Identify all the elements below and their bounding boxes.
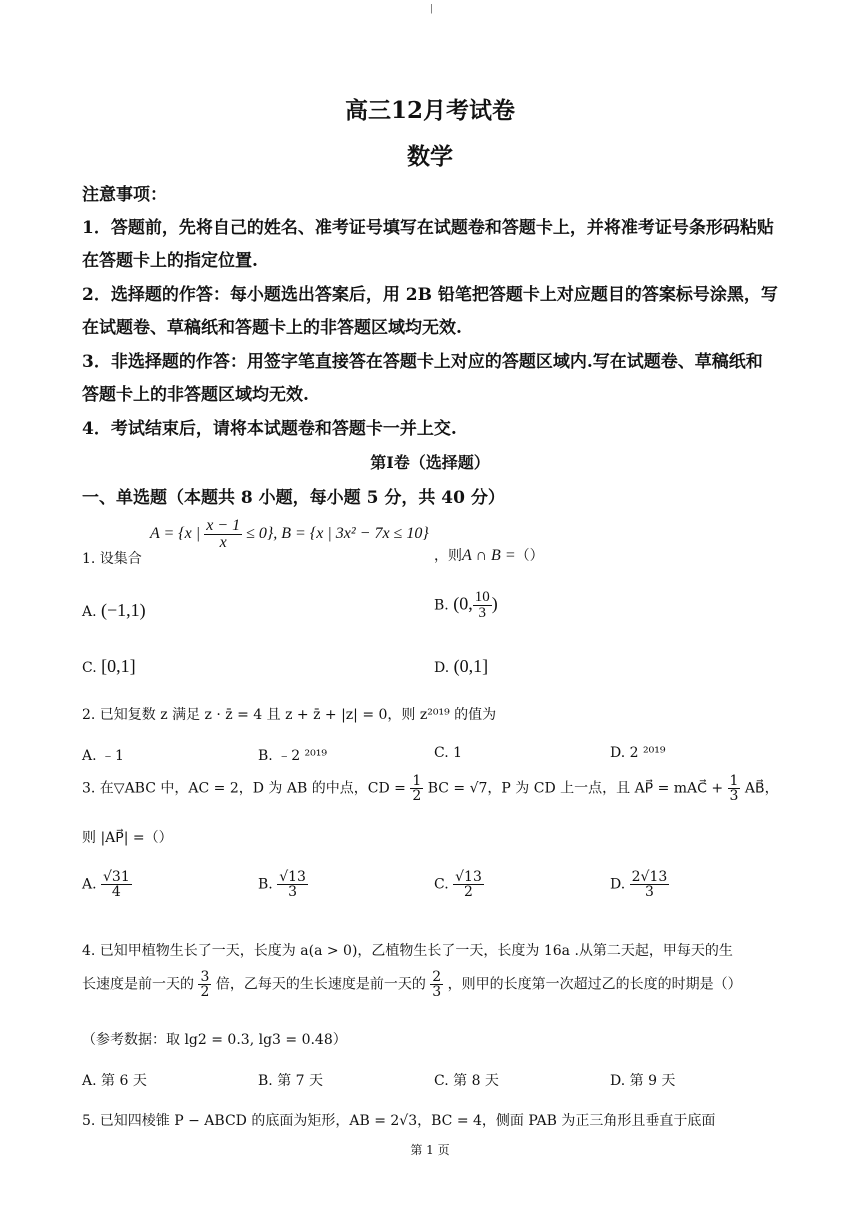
question-3-line2: 则 |AP⃗| =（）	[82, 830, 173, 846]
q3-option-b	[258, 870, 308, 899]
option-fraction	[630, 870, 670, 899]
line2-part-c: ，则甲的长度第一次超过乙的长度的时期是（）	[447, 976, 742, 993]
exam-title: 高三12月考试卷	[344, 97, 515, 124]
q2-option-b: B. ﹣2 ²⁰¹⁹	[258, 748, 327, 764]
question-5-line1: 5. 已知四棱锥 P − ABCD 的底面为矩形，AB = 2√3，BC = 4，侧面 PAB 为正三角形且垂直于底面	[82, 1113, 716, 1129]
growth-fraction-2	[430, 970, 443, 999]
stem-part-b: BC = √7，P 为 CD 上一点，且 AP⃗ = mAC⃗ +	[427, 780, 724, 797]
third-fraction	[728, 774, 741, 803]
q2-option-c: C. 1	[434, 745, 463, 761]
note-number: 1．	[82, 218, 111, 238]
option-value: [0,1]	[101, 656, 136, 676]
note-1	[82, 213, 774, 238]
notes-heading: 注意事项：	[82, 185, 167, 205]
note-1-cont: 在答题卡上的指定位置.	[82, 251, 258, 271]
option-label: A.	[82, 604, 97, 620]
q4-option-d: D. 第 9 天	[610, 1073, 676, 1089]
q2-option-a: A. ﹣1	[82, 748, 124, 764]
fraction-denominator: 3	[288, 884, 298, 900]
question-1-then	[434, 545, 544, 565]
note-2	[82, 280, 778, 305]
option-fraction	[473, 590, 492, 621]
note-text: 考试结束后，请将本试题卷和答题卡一并上交.	[110, 419, 457, 439]
q2-option-d: D. 2 ²⁰¹⁹	[610, 745, 666, 761]
note-text: 选择题的作答：每小题选出答案后，用 2B 铅笔把答题卡上对应题目的答案标号涂黑，写	[110, 285, 778, 305]
note-text: 非选择题的作答：用签字笔直接答在答题卡上对应的答题区域内.写在试题卷、草稿纸和	[110, 352, 763, 372]
fraction-denominator: 3	[432, 984, 442, 1000]
option-label: D.	[610, 876, 626, 893]
fraction-denominator: 2	[412, 788, 422, 804]
note-number: 2．	[82, 285, 111, 305]
exam-subject: 数学	[407, 143, 453, 170]
fraction-denominator: x	[219, 534, 227, 551]
answer-blank: （）	[515, 548, 544, 564]
section-title: 一、单选题（本题共 8 小题，每小题 5 分，共 40 分）	[82, 488, 505, 508]
note-number: 3．	[82, 352, 111, 372]
fraction-denominator: 3	[645, 884, 654, 900]
question-1-set-a	[150, 518, 429, 551]
option-label: B.	[434, 597, 449, 614]
option-label: C.	[82, 660, 97, 676]
header-mark: |	[430, 4, 434, 14]
fraction-numerator: 2√13	[631, 869, 668, 885]
option-fraction	[101, 870, 132, 899]
note-text: 答题前，先将自己的姓名、准考证号填写在试题卷和答题卡上，并将准考证号条形码粘贴	[110, 218, 774, 238]
option-label: D.	[434, 660, 450, 676]
fraction-numerator: x − 1	[206, 517, 241, 534]
option-fraction	[453, 870, 484, 899]
option-value: (0,1]	[453, 656, 489, 676]
question-4-line2	[82, 970, 742, 999]
fraction-numerator: 1	[412, 773, 422, 789]
question-2-stem: 2. 已知复数 z 满足 z · z̄ = 4 且 z + z̄ + |z| = 0，则 z²⁰¹⁹ 的值为	[82, 707, 497, 723]
stem-part-a: 3. 在▽ABC 中，AC = 2，D 为 AB 的中点，CD =	[82, 780, 406, 797]
fraction-numerator: 3	[200, 969, 210, 985]
part-title: 第Ⅰ卷（选择题）	[370, 453, 490, 472]
note-number: 4．	[82, 419, 111, 439]
line2-part-b: 倍，乙每天的生长速度是前一天的	[215, 976, 426, 993]
q3-option-c	[434, 870, 484, 899]
fraction-denominator: 2	[464, 884, 473, 900]
fraction-numerator: √13	[455, 869, 482, 885]
fraction-numerator: √13	[279, 869, 306, 885]
set-b: B = {x | 3x² − 7x ≤ 10}	[281, 525, 429, 543]
stem-part-c: AB⃗，	[744, 780, 779, 797]
q4-option-c: C. 第 8 天	[434, 1073, 499, 1089]
option-value: (−1,1)	[101, 600, 146, 620]
fraction-denominator: 2	[200, 984, 210, 1000]
note-3	[82, 347, 763, 372]
note-4	[82, 414, 457, 439]
half-fraction	[410, 774, 423, 803]
fraction-numerator: √31	[103, 869, 130, 885]
option-value-right: )	[491, 593, 498, 614]
set-a-fraction	[204, 518, 242, 551]
intersection-expr: A ∩ B =	[462, 547, 516, 564]
fraction-denominator: 3	[478, 605, 486, 621]
fraction-numerator: 10	[474, 589, 490, 605]
fraction-numerator: 1	[729, 773, 739, 789]
fraction-numerator: 2	[432, 969, 442, 985]
question-3-stem	[82, 774, 779, 803]
q1-option-b	[434, 590, 498, 621]
q3-option-d	[610, 870, 669, 899]
q1-option-c	[82, 656, 136, 677]
q1-option-a	[82, 600, 146, 621]
q4-option-a: A. 第 6 天	[82, 1073, 147, 1089]
fraction-denominator: 3	[729, 788, 739, 804]
set-a-left: A = {x |	[150, 525, 201, 543]
then-text: ，则	[434, 548, 462, 564]
option-label: A.	[82, 876, 97, 893]
question-4-line1: 4. 已知甲植物生长了一天，长度为 a(a > 0)，乙植物生长了一天，长度为 16a .从第二天起，甲每天的生	[82, 943, 733, 959]
page-footer: 第 1 页	[410, 1143, 450, 1157]
fraction-denominator: 4	[111, 884, 121, 900]
question-4-line3: （参考数据：取 lg2 = 0.3, lg3 = 0.48）	[82, 1032, 347, 1048]
set-a-right: ≤ 0},	[246, 525, 278, 543]
question-1-prefix: 1. 设集合	[82, 551, 142, 567]
growth-fraction-1	[198, 970, 211, 999]
option-fraction	[277, 870, 308, 899]
q4-option-b: B. 第 7 天	[258, 1073, 323, 1089]
option-value-left: (0,	[453, 593, 473, 614]
note-2-cont: 在试题卷、草稿纸和答题卡上的非答题区域均无效.	[82, 318, 462, 338]
q1-option-d	[434, 656, 488, 677]
option-label: B.	[258, 876, 273, 893]
line2-part-a: 长速度是前一天的	[82, 976, 194, 993]
q3-option-a	[82, 870, 132, 899]
option-label: C.	[434, 876, 449, 893]
note-3-cont: 答题卡上的非答题区域均无效.	[82, 385, 309, 405]
